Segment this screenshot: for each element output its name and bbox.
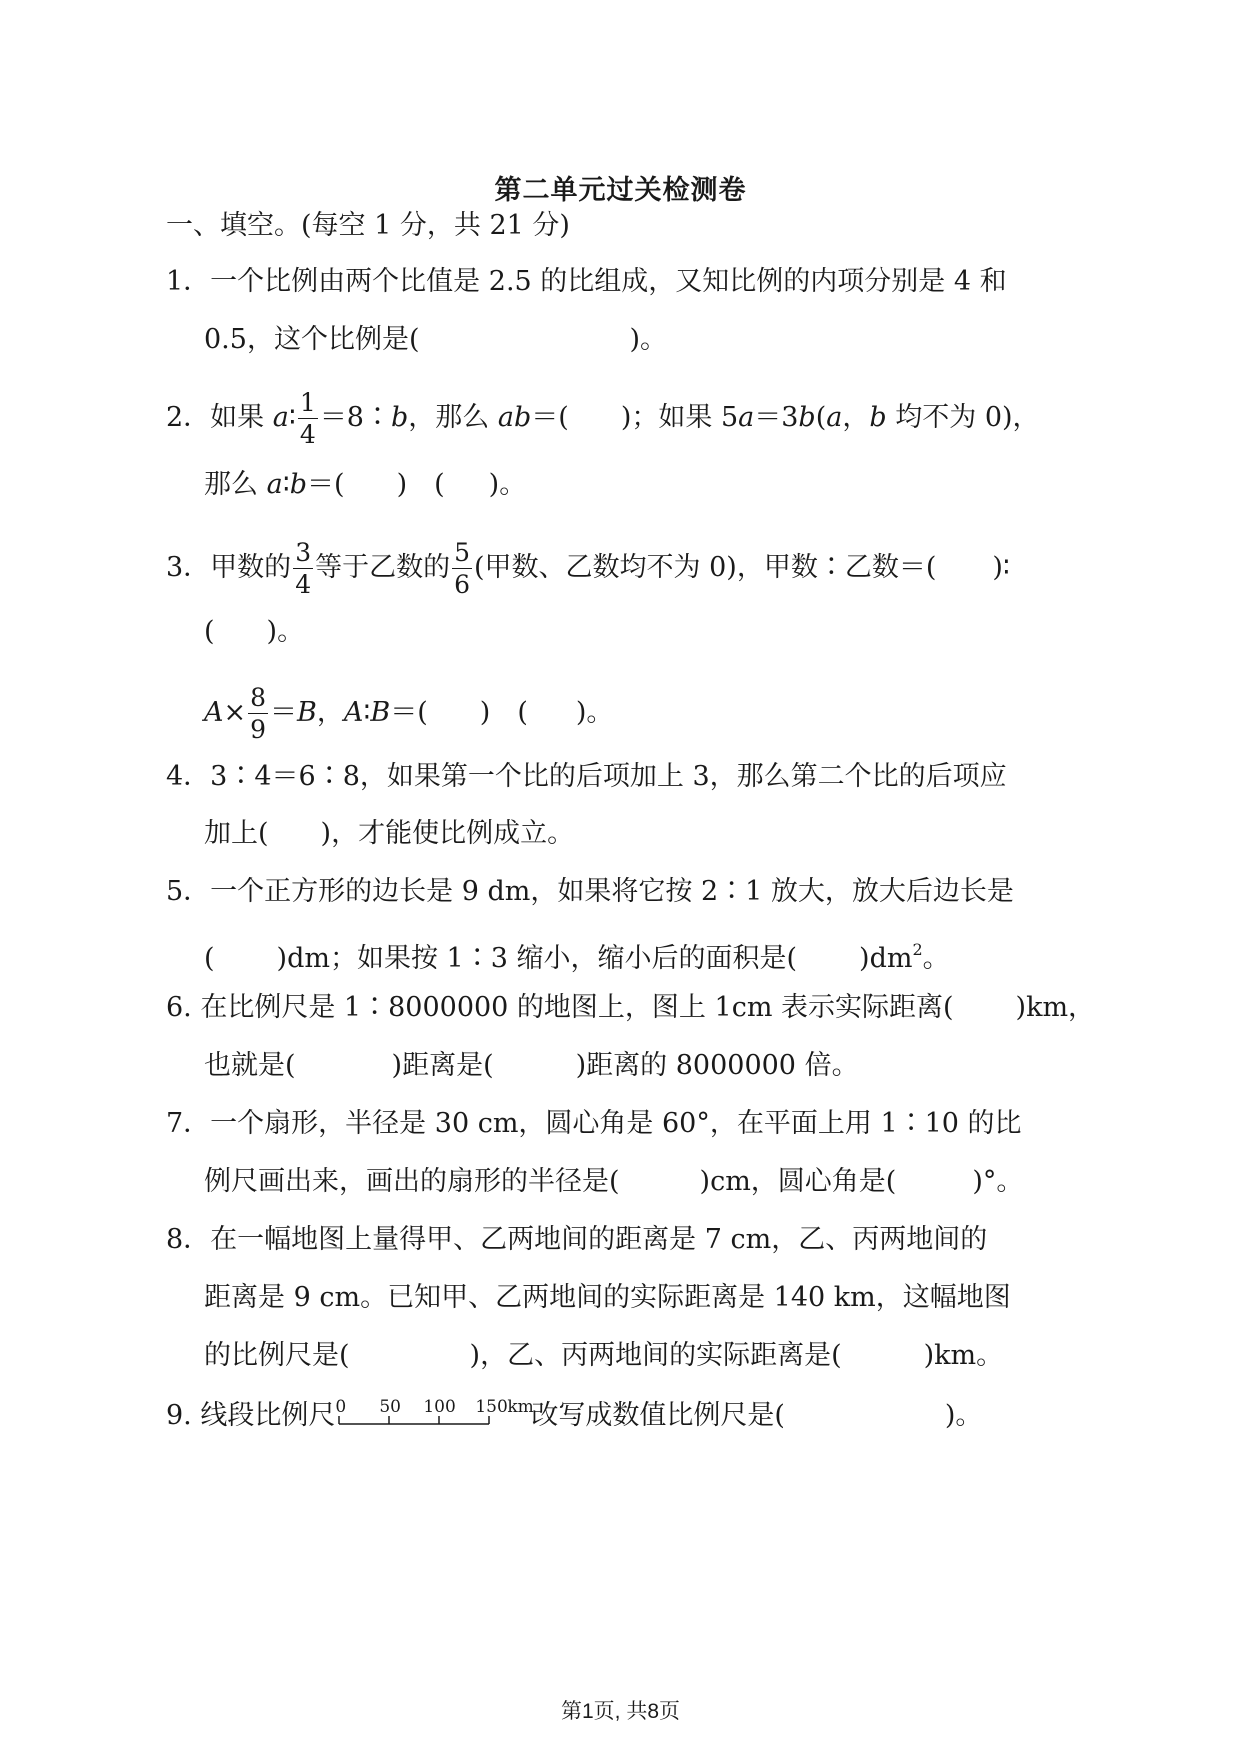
- q6-line1: [166, 990, 1095, 1026]
- q8-text: )，乙、丙两地间的实际距离是(: [469, 1340, 842, 1371]
- q3-line3: [204, 685, 613, 742]
- q4-text: )，才能使比例成立。: [320, 818, 575, 849]
- var-a: a: [272, 402, 289, 433]
- q8-line1: 8．在一幅地图上量得甲、乙两地间的距离是 7 cm，乙、丙两地间的: [166, 1224, 988, 1255]
- q6-text: )距离是(: [391, 1050, 494, 1081]
- q9-text: 9. 线段比例尺: [166, 1400, 336, 1431]
- q9-text: 改写成数值比例尺是(: [531, 1400, 785, 1431]
- fraction-numerator: 5: [454, 538, 470, 567]
- q2-text: ，: [842, 402, 870, 433]
- q2-text: ＝(: [307, 469, 345, 500]
- scale-label-0: 0: [335, 1397, 347, 1417]
- var-a: a: [266, 469, 283, 500]
- q3-text: 等于乙数的: [315, 552, 451, 583]
- q5-text: (: [204, 943, 215, 974]
- page-number: 第1页, 共8页: [560, 1700, 681, 1723]
- q2-text: 均不为 0)，: [886, 402, 1040, 433]
- q5-line2: [204, 932, 950, 977]
- q2-text: ＝(: [531, 402, 569, 433]
- q7-text: 例尺画出来，画出的扇形的半径是(: [204, 1166, 620, 1197]
- q5-text: 。: [922, 943, 950, 974]
- q3-text: (: [204, 616, 215, 647]
- fraction-numerator: 1: [299, 388, 316, 417]
- q2-text: )。: [488, 469, 527, 500]
- q3-text: )。: [266, 616, 305, 647]
- section-heading: 一、填空。(每空 1 分，共 21 分): [166, 210, 570, 241]
- page-title: 第二单元过关检测卷: [494, 175, 747, 206]
- scale-unit: km: [507, 1397, 534, 1417]
- fraction-numerator: 8: [250, 683, 267, 712]
- var-ab: ab: [497, 402, 532, 433]
- q2-text: ) (: [396, 469, 445, 500]
- fraction-denominator: 6: [454, 570, 470, 599]
- q3-line2: [204, 614, 304, 650]
- q3-text: )。: [575, 697, 614, 728]
- q5-line1: 5．一个正方形的边长是 9 dm，如果将它按 2∶1 放大，放大后边长是: [166, 876, 1014, 907]
- q1-line1: 1．一个比例由两个比值是 2.5 的比组成，又知比例的内项分别是 4 和: [166, 266, 1007, 297]
- q8-line2: 距离是 9 cm。已知甲、乙两地间的实际距离是 140 km，这幅地图: [204, 1282, 1011, 1313]
- q3-line1: [166, 540, 1010, 597]
- q7-text: )cm，圆心角是(: [699, 1166, 897, 1197]
- line-scale-bar: [335, 1397, 534, 1434]
- q1-line2: [204, 322, 667, 358]
- q3-text: 3．甲数的: [166, 552, 292, 583]
- var-a: a: [738, 402, 755, 433]
- q6-text: )km，: [1015, 992, 1096, 1023]
- fraction-5-6: [452, 540, 472, 597]
- var-A: A: [204, 697, 224, 728]
- q2-text: )；如果 5: [620, 402, 739, 433]
- fraction-1-4: [298, 390, 318, 447]
- q6-text: 6. 在比例尺是 1∶8000000 的地图上，图上 1cm 表示实际距离(: [166, 992, 954, 1023]
- var-a: a: [826, 402, 843, 433]
- q4-line2: [204, 816, 574, 852]
- q1-text-end: )。: [629, 324, 668, 355]
- fraction-3-4: [293, 540, 313, 597]
- q3-text: ) (: [479, 697, 528, 728]
- q2-text: 2．如果: [166, 402, 273, 433]
- fraction-denominator: 4: [295, 570, 312, 599]
- colon: ∶: [363, 697, 371, 728]
- q2-text: ＝8∶: [319, 402, 391, 433]
- colon: ∶: [288, 402, 296, 433]
- q2-text: (: [815, 402, 827, 433]
- q3-text: )∶: [992, 552, 1010, 583]
- fraction-denominator: 4: [299, 420, 316, 449]
- colon: ∶: [282, 469, 290, 500]
- q3-text: ＝(: [390, 697, 428, 728]
- q3-text: ＝: [270, 697, 298, 728]
- q4-text: 加上(: [204, 818, 269, 849]
- q4-line1: 4．3∶4＝6∶8，如果第一个比的后项加上 3，那么第二个比的后项应: [166, 761, 1007, 792]
- q6-text: )距离的 8000000 倍。: [575, 1050, 859, 1081]
- q7-line1: 7．一个扇形，半径是 30 cm，圆心角是 60°，在平面上用 1∶10 的比: [166, 1108, 1022, 1139]
- scale-label-150: 150: [475, 1397, 508, 1417]
- q2-text: 那么: [204, 469, 267, 500]
- fraction-8-9: [248, 685, 268, 742]
- times-sign: ×: [223, 697, 247, 728]
- q2-line2: [204, 467, 526, 503]
- var-B: B: [370, 697, 391, 728]
- q3-text: (甲数、乙数均不为 0)，甲数∶乙数＝(: [474, 552, 937, 583]
- q9-text: )。: [944, 1400, 983, 1431]
- q5-text: )dm: [859, 943, 913, 974]
- q9-line: [166, 1398, 982, 1434]
- var-B: B: [297, 697, 317, 728]
- var-b: b: [798, 402, 816, 433]
- var-b: b: [391, 402, 409, 433]
- q8-line3: [204, 1338, 1003, 1374]
- q8-text: 的比例尺是(: [204, 1340, 350, 1371]
- q8-text: )km。: [923, 1340, 1004, 1371]
- q2-text: ＝3: [754, 402, 799, 433]
- var-b: b: [869, 402, 887, 433]
- q2-line1: [166, 390, 1040, 447]
- fraction-denominator: 9: [250, 715, 267, 744]
- q5-text: )dm；如果按 1∶3 缩小，缩小后的面积是(: [276, 943, 798, 974]
- fraction-numerator: 3: [295, 538, 312, 567]
- scale-label-100: 100: [423, 1397, 456, 1417]
- var-b: b: [289, 469, 308, 500]
- q6-text: 也就是(: [204, 1050, 296, 1081]
- superscript-2: 2: [912, 940, 923, 959]
- scale-label-50: 50: [379, 1397, 401, 1417]
- q1-text: 0.5，这个比例是(: [204, 324, 420, 355]
- q6-line2: [204, 1048, 859, 1084]
- q3-text: ，: [316, 697, 344, 728]
- var-A: A: [343, 697, 364, 728]
- q7-text: )°。: [972, 1166, 1024, 1197]
- q2-text: ，那么: [408, 402, 498, 433]
- q7-line2: [204, 1164, 1023, 1200]
